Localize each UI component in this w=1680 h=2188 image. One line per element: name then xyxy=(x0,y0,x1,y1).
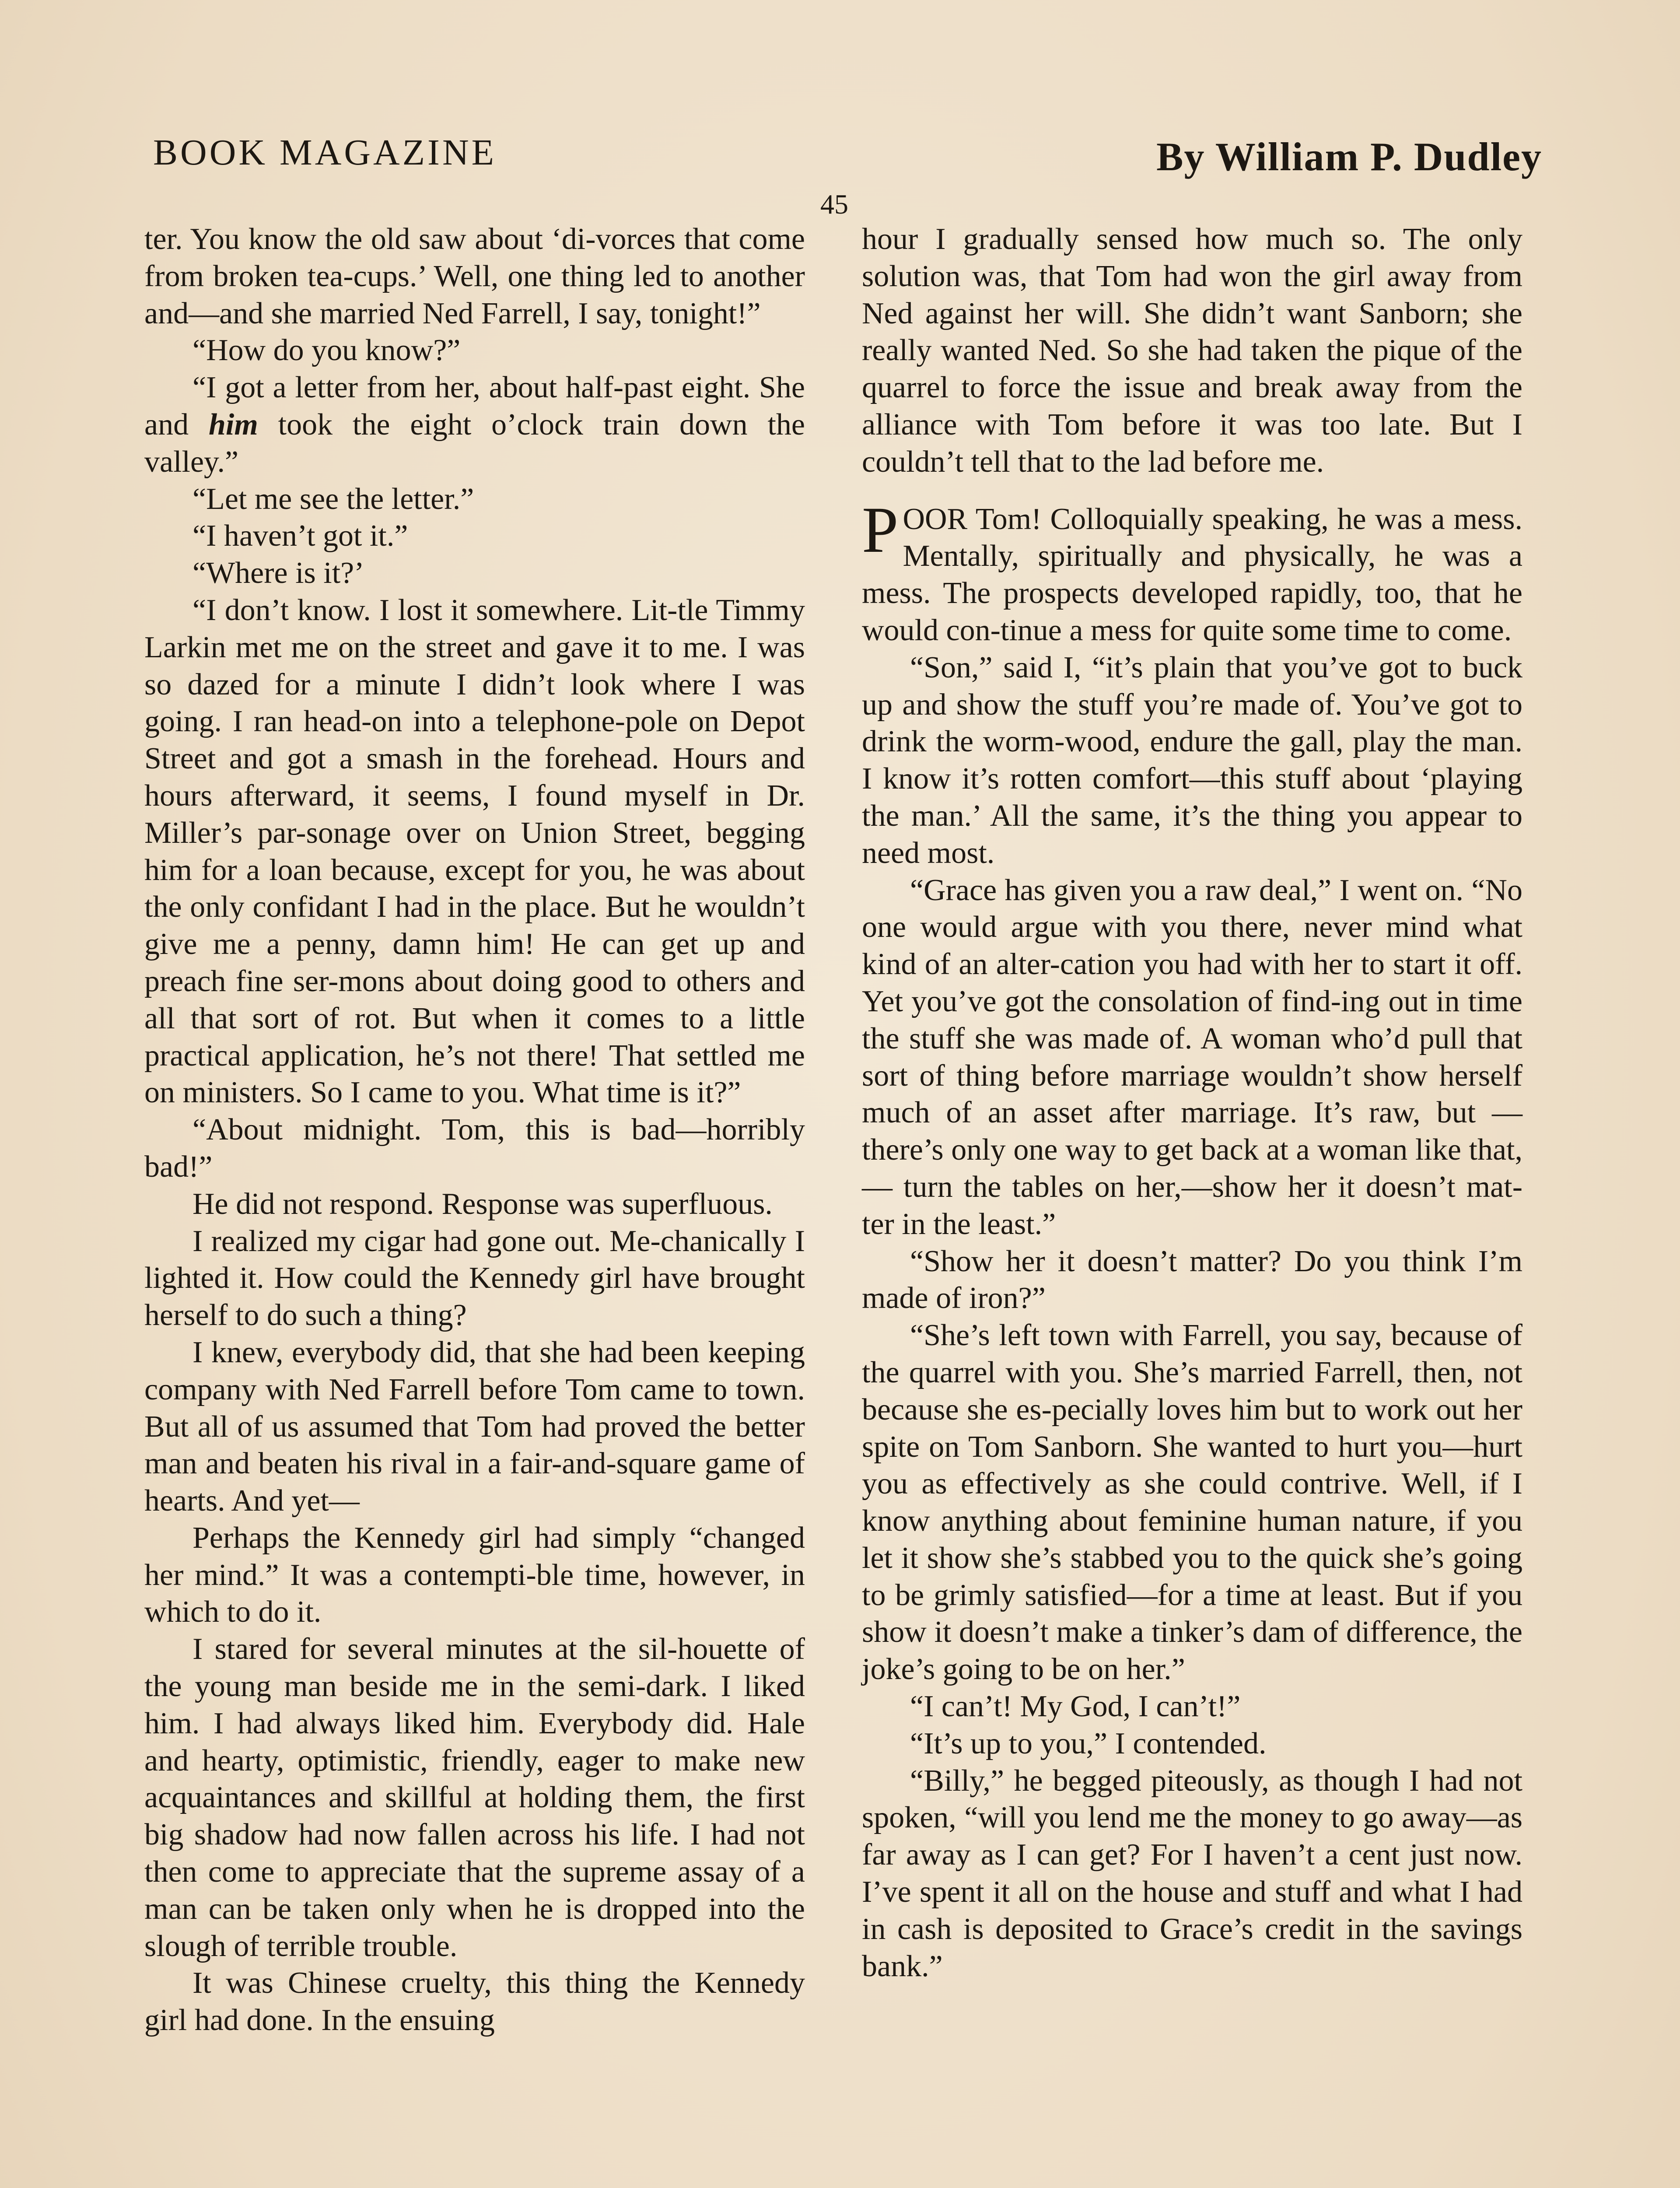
paragraph: I stared for several minutes at the sil-houette of the young man beside me in the semi-dark. I liked him. I had always liked him. Everybody did. Hale and hearty, optimistic, friendly, eager to make new acquaintances and skillful at holding them, the first big shadow had now fallen across his life. I had not then come to appreciate that the supreme assay of a man can be taken only when he is dropped into the slough of terrible trouble. xyxy=(144,1632,805,1963)
paragraph: “Where is it?’ xyxy=(192,556,364,590)
paragraph: “About midnight. Tom, this is bad—horribly bad!” xyxy=(144,1113,805,1184)
paragraph: ter. You know the old saw about ‘di-vorces that come from broken tea-cups.’ Well, one thing led to another and—and she married Ned Farrell, I say, tonight!” xyxy=(144,222,805,330)
paragraph: “Show her it doesn’t matter? Do you think I’m made of iron?” xyxy=(862,1244,1522,1315)
paragraph: Perhaps the Kennedy girl had simply “changed her mind.” It was a contempti-ble time, however, in which to do it. xyxy=(144,1521,805,1629)
author-byline: By William P. Dudley xyxy=(1156,134,1542,179)
paragraph: “How do you know?” xyxy=(192,333,461,368)
paragraph: hour I gradually sensed how much so. The only solution was, that Tom had won the girl away from Ned against her will. She didn’t want Sanborn; she really wanted Ned. So she had taken the pique of the quarrel to force the issue and break away from the alliance with Tom before it was too late. But I couldn’t tell that to the lad before me. xyxy=(862,222,1522,479)
paragraph: “Billy,” he begged piteously, as though I had not spoken, “will you lend me the money to go away—as far away as I can get? For I haven’t a cent just now. I’ve spent it all on the house and stuff and what I had in cash is deposited to Grace’s credit in the savings bank.” xyxy=(862,1764,1522,1983)
paragraph: “She’s left town with Farrell, you say, because of the quarrel with you. She’s married Farrell, then, not because she es-pecially loves him but to work out her spite on Tom Sanborn. She wanted to hurt you—hurt you as effectively as she could contrive. Well, if I know anything about feminine human nature, if you let it show she’s stabbed you to the quick she’s going to be grimly satisfied—for a time at least. But if you show it doesn’t make a tinker’s dam of difference, the joke’s going to be on her.” xyxy=(862,1318,1522,1687)
page-number: 45 xyxy=(820,189,848,220)
paragraph: “Grace has given you a raw deal,” I went on. “No one would argue with you there, never mind what kind of an alter-cation you had with her to start it off. Yet you’ve got the consolation of find-ing out in time the stuff she was made of. A woman who’d pull that sort of thing before marriage wouldn’t show herself much of an asset after marriage. It’s raw, but — there’s only one way to get back at a woman like that, — turn the tables on her,—show her it doesn’t mat-ter in the least.” xyxy=(862,873,1522,1241)
paragraph: “Son,” said I, “it’s plain that you’ve got to buck up and show the stuff you’re made of. You’ve got to drink the worm-wood, endure the gall, play the man. I know it’s rotten comfort—this stuff about ‘playing the man.’ All the same, it’s the thing you appear to need most. xyxy=(862,650,1522,870)
magazine-title: BOOK MAGAZINE xyxy=(153,132,497,173)
section-opening-paragraph xyxy=(862,493,1522,649)
paragraph: I knew, everybody did, that she had been keeping company with Ned Farrell before Tom came to town. But all of us assumed that Tom had proved the better man and beaten his rival in a fair-and-square game of hearts. And yet— xyxy=(144,1335,805,1518)
paragraph xyxy=(144,369,805,480)
right-column xyxy=(862,221,1522,1985)
paragraph: I realized my cigar had gone out. Me-chanically I lighted it. How could the Kennedy girl have brought herself to do such a thing? xyxy=(144,1224,805,1332)
emphasized-word: him xyxy=(208,407,258,442)
paragraph: “I haven’t got it.” xyxy=(192,519,408,553)
paragraph-text: took the eight o’clock train down the valley.” xyxy=(144,407,805,479)
paragraph: It was Chinese cruelty, this thing the Kennedy girl had done. In the ensuing xyxy=(144,1966,805,2037)
paragraph-text: “I got a letter from her, about half-past eight. She and xyxy=(144,371,805,442)
left-column xyxy=(144,221,805,2039)
paragraph: “I can’t! My God, I can’t!” xyxy=(910,1690,1241,1724)
paragraph: He did not respond. Response was superfluous. xyxy=(192,1187,773,1221)
drop-cap: P xyxy=(862,493,899,566)
paragraph: “It’s up to you,” I contended. xyxy=(910,1726,1267,1760)
paragraph-text: OOR Tom! Colloquially speaking, he was a mess. Mentally, spiritually and physically, he was a mess. The prospects developed rapidly, too, that he would con-tinue a mess for quite some time to come. xyxy=(862,502,1522,647)
paragraph: “Let me see the letter.” xyxy=(192,482,474,516)
paragraph: “I don’t know. I lost it somewhere. Lit-tle Timmy Larkin met me on the street and gave it to me. I was so dazed for a minute I didn’t look where I was going. I ran head-on into a telephone-pole on Depot Street and got a smash in the forehead. Hours and hours afterward, it seems, I found myself in Dr. Miller’s par-sonage over on Union Street, begging him for a loan because, except for you, he was about the only confidant I had in the place. But he wouldn’t give me a penny, damn him! He can get up and preach fine ser-mons about doing good to others and all that sort of rot. But when it comes to a little practical application, he’s not there! That settled me on ministers. So I came to you. What time is it?” xyxy=(144,593,805,1110)
